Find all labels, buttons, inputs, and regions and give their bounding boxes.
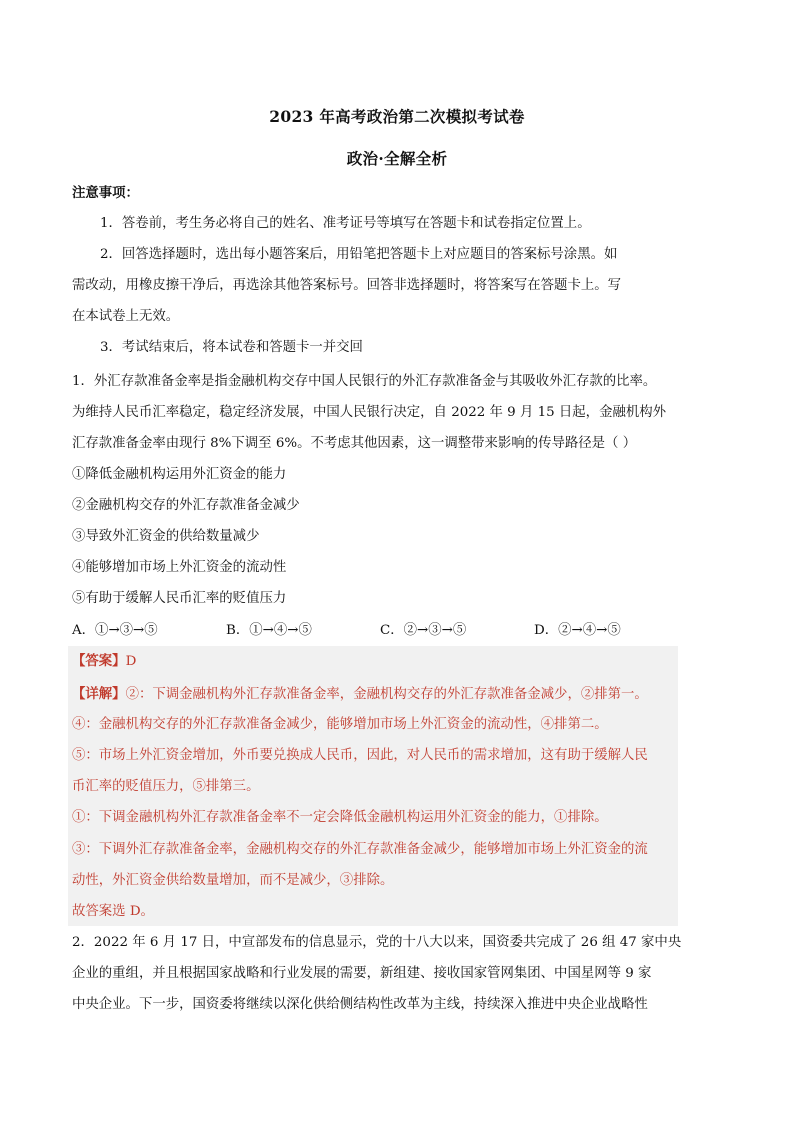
q1-option-d: D．②→④→⑤: [534, 623, 621, 638]
q1-option-a: A．①→③→⑤: [72, 623, 158, 638]
q1-option-c: C．②→③→⑤: [380, 623, 467, 638]
detail-tag: 【详解】: [72, 686, 126, 702]
q1-detail-line-6: ③：下调外汇存款准备金率，金融机构交存的外汇存款准备金减少，能够增加市场上外汇资金的流: [72, 842, 648, 857]
q1-detail-line-5: ①：下调金融机构外汇存款准备金率不一定会降低金融机构运用外汇资金的能力，①排除。: [72, 810, 608, 825]
q1-stem-line-2: 为维持人民币汇率稳定，稳定经济发展，中国人民银行决定，自 2022 年 9 月 15 日起，金融机构外: [72, 405, 667, 420]
notice-heading: 注意事项：: [72, 185, 139, 201]
answer-tag: 【答案】: [72, 653, 126, 669]
q1-option-b: B．①→④→⑤: [226, 623, 312, 638]
notice-item-3: 3．考试结束后，将本试卷和答题卡一并交回: [100, 340, 363, 355]
q1-detail-line-4: 币汇率的贬值压力，⑤排第三。: [72, 779, 260, 794]
page-title: 2023 年高考政治第二次模拟考试卷: [269, 107, 525, 126]
page-subtitle: 政治·全解全析: [346, 149, 448, 168]
q1-conclusion: 故答案选 D。: [72, 904, 154, 919]
q1-item: ①降低金融机构运用外汇资金的能力: [72, 467, 287, 482]
q1-detail-line-3: ⑤：市场上外汇资金增加，外币要兑换成人民币，因此，对人民币的需求增加，这有助于缓解人民: [72, 748, 648, 763]
q1-item: ⑤有助于缓解人民币汇率的贬值压力: [72, 591, 287, 606]
q1-answer: [72, 651, 677, 672]
q1-detail-line-7: 动性，外汇资金供给数量增加，而不是减少，③排除。: [72, 873, 394, 888]
detail-text: ②：下调金融机构外汇存款准备金率，金融机构交存的外汇存款准备金减少，②排第一。: [125, 687, 648, 702]
q1-item: ④能够增加市场上外汇资金的流动性: [72, 560, 287, 575]
q1-detail-line-1: [72, 684, 677, 705]
q1-item: ②金融机构交存的外汇存款准备金减少: [72, 498, 300, 513]
notice-item-2-line-3: 在本试卷上无效。: [72, 309, 180, 324]
answer-value: D: [125, 654, 137, 669]
q1-stem-line-3: 汇存款准备金率由现行 8%下调至 6%。不考虑其他因素，这一调整带来影响的传导路径是（ ）: [72, 436, 637, 451]
q1-stem-line-1: 1．外汇存款准备金率是指金融机构交存中国人民银行的外汇存款准备金与其吸收外汇存款的比率。: [72, 374, 657, 389]
q2-stem-line-2: 企业的重组，并且根据国家战略和行业发展的需要，新组建、接收国家管网集团、中国星网等 9 家: [72, 966, 652, 981]
q2-stem-line-3: 中央企业。下一步，国资委将继续以深化供给侧结构性改革为主线，持续深入推进中央企业战略性: [72, 997, 648, 1012]
q1-item: ③导致外汇资金的供给数量减少: [72, 529, 260, 544]
notice-item-2-line-1: 2．回答选择题时，选出每小题答案后，用铅笔把答题卡上对应题目的答案标号涂黑。如: [100, 247, 618, 262]
q2-stem-line-1: 2．2022 年 6 月 17 日，中宣部发布的信息显示，党的十八大以来，国资委共完成了 26 组 47 家中央: [72, 935, 682, 950]
notice-item-2-line-2: 需改动，用橡皮擦干净后，再选涂其他答案标号。回答非选择题时，将答案写在答题卡上。写: [72, 278, 622, 293]
q1-detail-line-2: ④：金融机构交存的外汇存款准备金减少，能够增加市场上外汇资金的流动性，④排第二。: [72, 717, 608, 732]
notice-item-1: 1．答卷前，考生务必将自己的姓名、准考证号等填写在答题卡和试卷指定位置上。: [100, 216, 591, 231]
